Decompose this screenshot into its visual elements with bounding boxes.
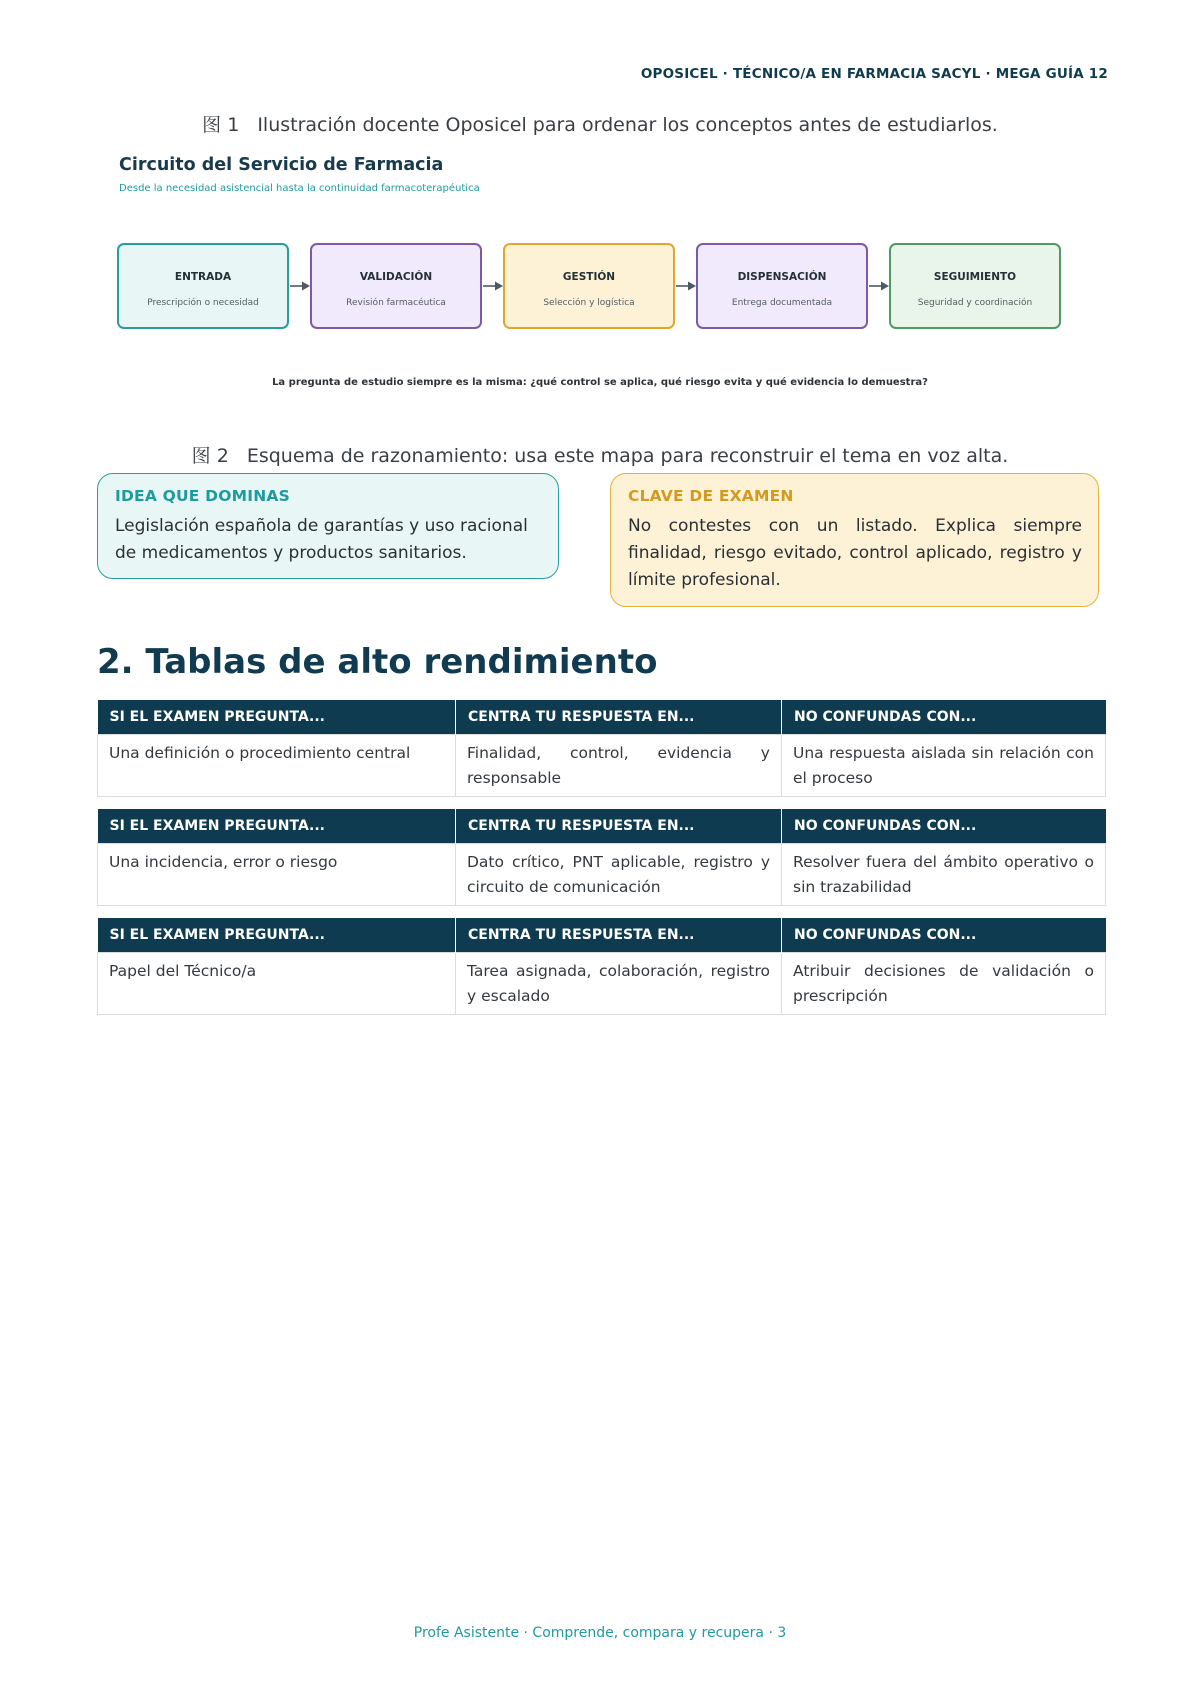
figure-1-caption: [0, 110, 1200, 137]
step-subtitle: Selección y logística: [543, 298, 635, 308]
column-header: SI EL EXAMEN PREGUNTA...: [98, 809, 456, 844]
step-subtitle: Revisión farmacéutica: [346, 298, 446, 308]
table-cell: Atribuir decisiones de validación o prescripción: [782, 953, 1106, 1015]
table-cell: Una definición o procedimiento central: [98, 735, 456, 797]
table-header-row: [98, 918, 1106, 953]
figure-2-caption: [0, 441, 1200, 468]
idea-callout-body: Legislación española de garantías y uso racional de medicamentos y productos sanitarios.: [115, 516, 528, 563]
step-subtitle: Seguridad y coordinación: [917, 298, 1033, 308]
column-header: NO CONFUNDAS CON...: [782, 700, 1106, 735]
page-footer: Profe Asistente · Comprende, compara y recupera · 3: [413, 1625, 787, 1641]
step-subtitle: Prescripción o necesidad: [147, 298, 259, 308]
column-header: CENTRA TU RESPUESTA EN...: [456, 918, 782, 953]
idea-callout: [97, 473, 559, 579]
step-box-dispensacion: [696, 243, 868, 329]
figure-2-caption-text: Esquema de razonamiento: usa este mapa para reconstruir el tema en voz alta.: [246, 445, 1009, 467]
column-header: CENTRA TU RESPUESTA EN...: [456, 809, 782, 844]
step-subtitle: Entrega documentada: [731, 298, 833, 308]
table-cell: Tarea asignada, colaboración, registro y escalado: [456, 953, 782, 1015]
table-cell: Una respuesta aislada sin relación con el proceso: [782, 735, 1106, 797]
figure-1-caption-text: Ilustración docente Oposicel para ordenar los conceptos antes de estudiarlos.: [257, 114, 998, 136]
step-title: SEGUIMIENTO: [933, 271, 1017, 283]
step-box-validacion: [310, 243, 482, 329]
clave-callout-title: CLAVE DE EXAMEN: [628, 487, 794, 505]
table-header-row: [98, 809, 1106, 844]
column-header: NO CONFUNDAS CON...: [782, 918, 1106, 953]
table-row: [98, 953, 1106, 1015]
study-table: [97, 918, 1106, 1015]
step-box-seguimiento: [889, 243, 1061, 329]
column-header: NO CONFUNDAS CON...: [782, 809, 1106, 844]
column-header: CENTRA TU RESPUESTA EN...: [456, 700, 782, 735]
arrow-right-icon: [676, 280, 696, 292]
table-cell: Dato crítico, PNT aplicable, registro y circuito de comunicación: [456, 844, 782, 906]
arrow-right-icon: [290, 280, 310, 292]
study-table: [97, 809, 1106, 906]
clave-callout-body: No contestes con un listado. Explica siempre finalidad, riesgo evitado, control aplicado, registro y límite profesional.: [628, 516, 1082, 590]
table-cell: Resolver fuera del ámbito operativo o sin trazabilidad: [782, 844, 1106, 906]
study-table: [97, 700, 1106, 797]
idea-callout-title: IDEA QUE DOMINAS: [115, 487, 290, 505]
step-title: GESTIÓN: [562, 271, 616, 283]
figure-1-number: 图 1: [202, 114, 240, 136]
step-title: VALIDACIÓN: [359, 271, 433, 283]
step-title: DISPENSACIÓN: [737, 271, 827, 283]
table-cell: Finalidad, control, evidencia y responsable: [456, 735, 782, 797]
figure-2-number: 图 2: [191, 445, 229, 467]
diagram-question: La pregunta de estudio siempre es la misma: ¿qué control se aplica, qué riesgo evita y qué evidencia lo demuestra?: [272, 377, 928, 388]
arrow-right-icon: [483, 280, 503, 292]
diagram-subtitle: Desde la necesidad asistencial hasta la continuidad farmacoterapéutica: [119, 183, 480, 194]
table-cell: Una incidencia, error o riesgo: [98, 844, 456, 906]
diagram-title: Circuito del Servicio de Farmacia: [119, 155, 444, 175]
running-header: OPOSICEL · TÉCNICO/A EN FARMACIA SACYL · MEGA GUÍA 12: [640, 66, 1108, 82]
table-header-row: [98, 700, 1106, 735]
section-heading: 2. Tablas de alto rendimiento: [97, 642, 658, 682]
column-header: SI EL EXAMEN PREGUNTA...: [98, 918, 456, 953]
step-title: ENTRADA: [174, 271, 232, 283]
clave-callout: [610, 473, 1099, 607]
step-box-entrada: [117, 243, 289, 329]
step-box-gestion: [503, 243, 675, 329]
table-row: [98, 844, 1106, 906]
table-cell: Papel del Técnico/a: [98, 953, 456, 1015]
arrow-right-icon: [869, 280, 889, 292]
column-header: SI EL EXAMEN PREGUNTA...: [98, 700, 456, 735]
table-row: [98, 735, 1106, 797]
